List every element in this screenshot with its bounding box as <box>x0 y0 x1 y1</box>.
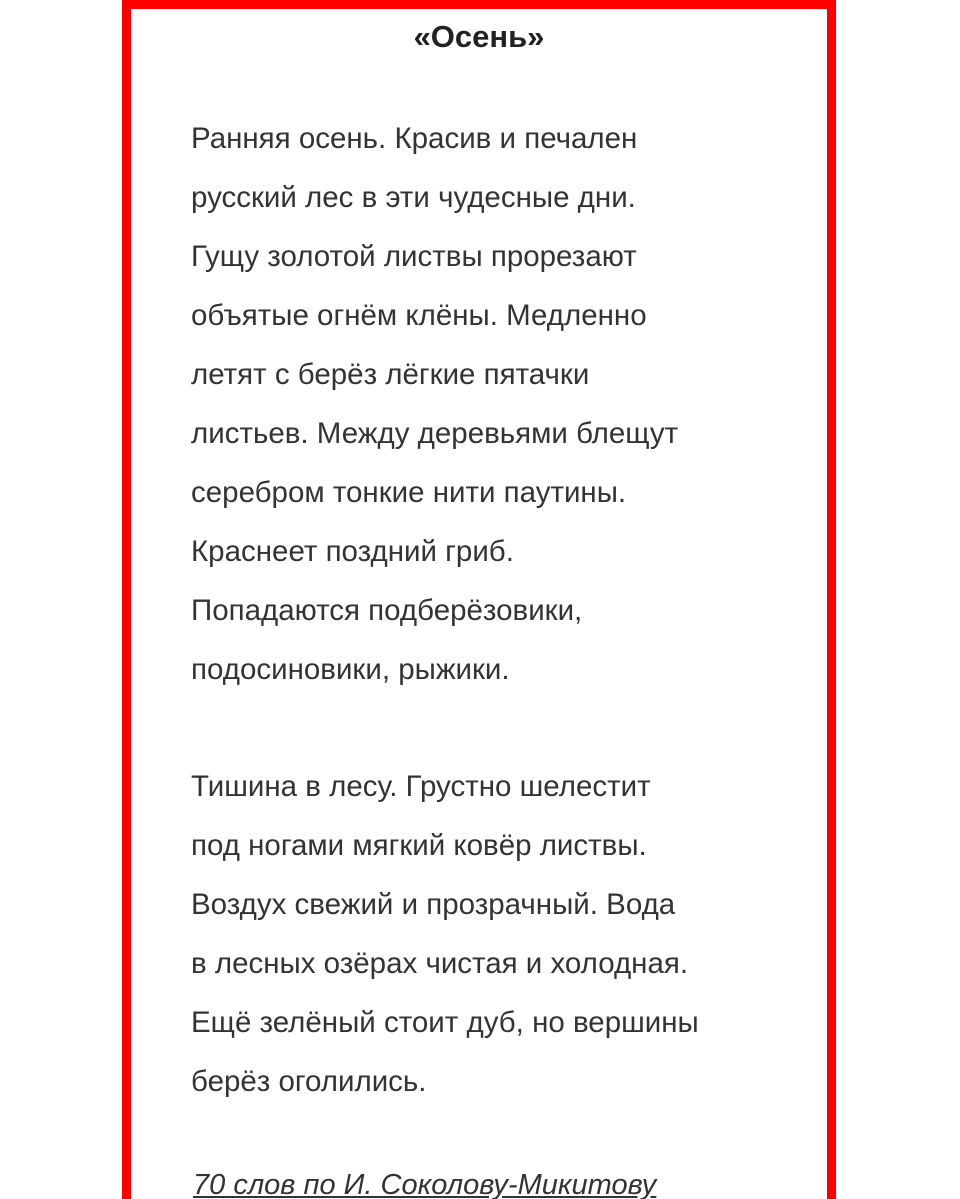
document-frame <box>122 0 836 1199</box>
paragraph-1: Ранняя осень. Красив и печален русский лес в эти чудесные дни. Гущу золотой листвы прорезают объятые огнём клёны. Медленно летят с берёз лёгкие пятачки листьев. Между деревьями блещут серебром тонкие нити паутины. Краснеет поздний гриб. Попадаются подберёзовики, подосиновики, рыжики. <box>191 122 679 686</box>
document-title: «Осень» <box>413 19 545 54</box>
paragraph-2: Тишина в лесу. Грустно шелестит под ногами мягкий ковёр листвы. Воздух свежий и прозрачный. Вода в лесных озёрах чистая и холодная. Ещё зелёный стоит дуб, но вершины берёз оголились. <box>191 770 699 1098</box>
source-link[interactable]: 70 слов по И. Соколову-Микитову <box>193 1169 657 1199</box>
